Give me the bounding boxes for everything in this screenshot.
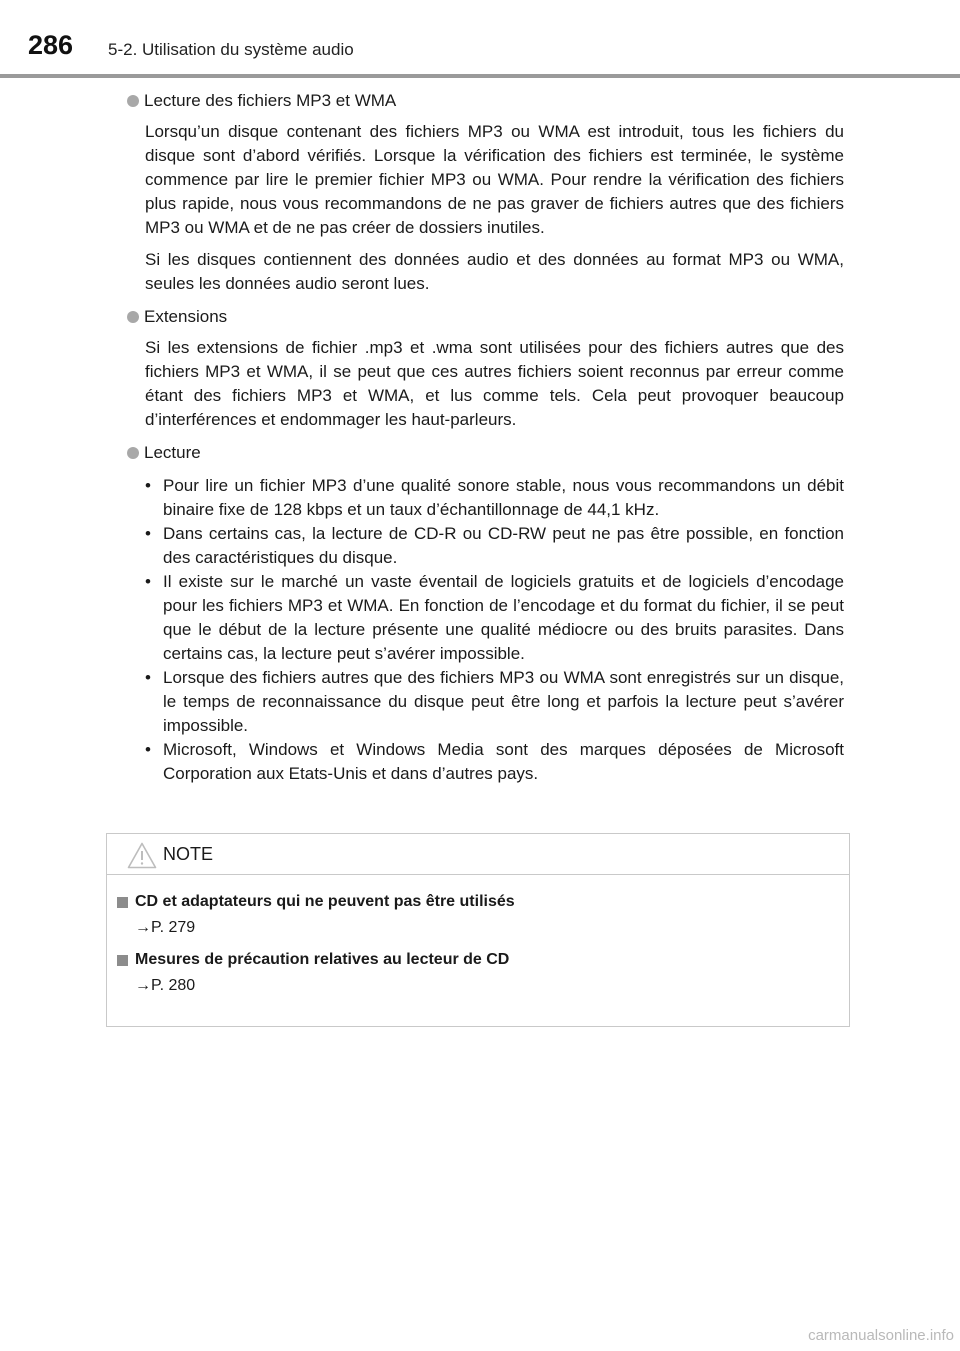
list-marker: •	[145, 524, 151, 543]
list-marker: •	[145, 740, 151, 759]
note-entry	[117, 951, 849, 995]
note-entry-heading: CD et adaptateurs qui ne peuvent pas être utilisés	[117, 893, 849, 911]
list-item: • Microsoft, Windows et Windows Media sont des marques déposées de Microsoft Corporation aux Etats-Unis et dans d’autres pays.	[145, 740, 844, 783]
note-header	[107, 834, 849, 875]
circle-bullet-icon	[127, 447, 139, 459]
page-reference-link[interactable]: →P. 280	[135, 977, 196, 994]
item-heading-text: Lecture des fichiers MP3 et WMA	[144, 91, 397, 110]
warning-triangle-icon	[127, 842, 157, 869]
list-item: • Pour lire un fichier MP3 d’une qualité sonore stable, nous vous recommandons un débit binaire fixe de 128 kbps et un taux d’échantillonnage de 44,1 kHz.	[145, 476, 844, 519]
note-entry-heading: Mesures de précaution relatives au lecteur de CD	[117, 951, 849, 969]
item-heading	[127, 88, 844, 114]
note-box	[106, 833, 850, 1027]
list-item: • Il existe sur le marché un vaste éventail de logiciels gratuits et de logiciels d’encodage pour les fichiers MP3 et WMA. En fonction de l’encodage et du format du fichier, il se peut que le début de la lecture présente une qualité médiocre ou des bruits parasites. Dans certains cas, la lecture peut s’avérer impossible.	[145, 572, 844, 663]
page-header	[0, 0, 960, 80]
note-body	[107, 875, 849, 995]
item-heading-text: Lecture	[144, 443, 201, 462]
item-lecture	[128, 440, 844, 786]
item-heading-text: Extensions	[144, 307, 228, 326]
main-content	[128, 88, 844, 786]
circle-bullet-icon	[127, 311, 139, 323]
item-extensions	[128, 304, 844, 432]
paragraph: Si les extensions de fichier .mp3 et .wma sont utilisées pour des fichiers autres que des fichiers MP3 et WMA, il se peut que ces autres fichiers soient reconnus par erreur comme étant des fichiers MP3 et WMA, et lus comme tels. Cela peut provoquer beaucoup d’interférences et endommager les haut-parleurs.	[145, 338, 844, 429]
list-marker: •	[145, 572, 151, 591]
list-marker: •	[145, 476, 151, 495]
circle-bullet-icon	[127, 95, 139, 107]
bullet-list	[145, 474, 844, 786]
item-heading	[127, 304, 844, 330]
square-bullet-icon	[117, 897, 128, 908]
header-rule	[0, 74, 960, 78]
note-entry	[117, 893, 849, 937]
note-title: NOTE	[163, 844, 214, 864]
list-item: • Dans certains cas, la lecture de CD-R ou CD-RW peut ne pas être possible, en fonction des caractéristiques du disque.	[145, 524, 844, 567]
list-item: • Lorsque des fichiers autres que des fichiers MP3 ou WMA sont enregistrés sur un disque, le temps de reconnaissance du disque peut être long et parfois la lecture peut s’avérer impossible.	[145, 668, 844, 735]
paragraph: Si les disques contiennent des données audio et des données au format MP3 ou WMA, seules les données audio seront lues.	[145, 250, 844, 293]
list-marker: •	[145, 668, 151, 687]
watermark: carmanualsonline.info	[808, 1327, 954, 1344]
item-mp3-wma	[128, 88, 844, 296]
item-heading	[127, 440, 844, 466]
square-bullet-icon	[117, 955, 128, 966]
page-reference-link[interactable]: →P. 279	[135, 919, 196, 936]
page-number: 286	[28, 30, 74, 60]
section-title: 5-2. Utilisation du système audio	[108, 40, 354, 59]
paragraph: Lorsqu’un disque contenant des fichiers MP3 ou WMA est introduit, tous les fichiers du disque sont d’abord vérifiés. Lorsque la vérification des fichiers est terminée, le système commence par lire le premier fichier MP3 ou WMA. Pour rendre la vérification des fichiers plus rapide, nous vous recommandons de ne pas graver de fichiers autres que des fichiers MP3 ou WMA et de ne pas créer de dossiers inutiles.	[145, 122, 844, 237]
